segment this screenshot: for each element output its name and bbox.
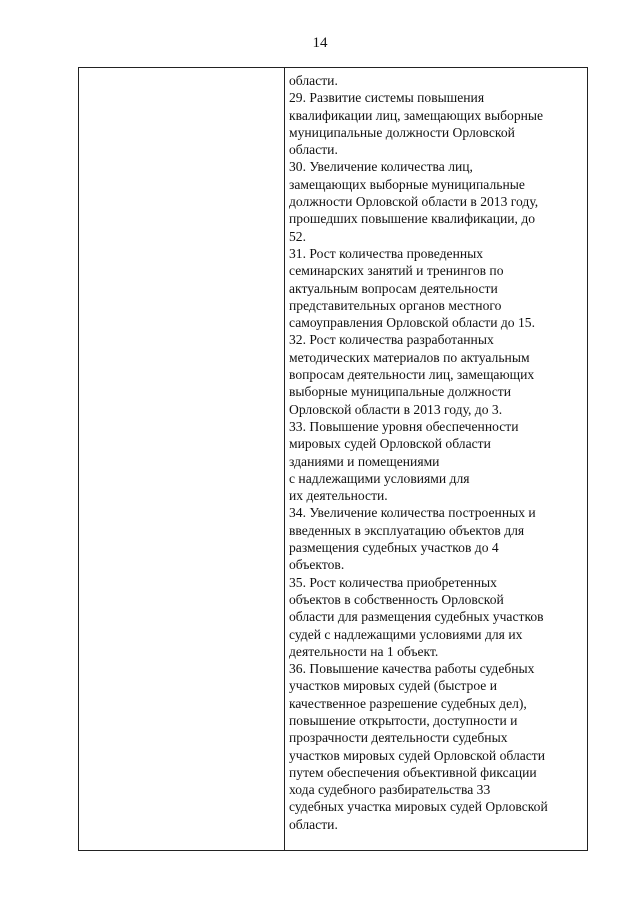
column-divider xyxy=(284,68,285,850)
text-line: прошедших повышение квалификации, до xyxy=(289,211,536,227)
text-line: выборные муниципальные должности xyxy=(289,384,512,400)
text-line: 31. Рост количества проведенных xyxy=(289,245,484,261)
text-line: методических материалов по актуальным xyxy=(289,349,530,365)
text-line: 32. Рост количества разработанных xyxy=(289,332,494,348)
table-left-cell xyxy=(79,68,284,850)
page-number: 14 xyxy=(312,35,328,51)
text-line: судебных участка мировых судей Орловской xyxy=(289,799,548,815)
text-line: области. xyxy=(289,142,338,158)
text-line: области. xyxy=(289,816,338,832)
text-line: области для размещения судебных участков xyxy=(289,609,544,625)
text-line: их деятельности. xyxy=(289,488,388,504)
text-line: области. xyxy=(289,73,338,88)
text-line: деятельности на 1 объект. xyxy=(289,643,439,659)
text-line: муниципальные должности Орловской xyxy=(289,124,515,140)
text-line: квалификации лиц, замещающих выборные xyxy=(289,107,544,123)
text-line: объектов в собственность Орловской xyxy=(289,591,504,607)
text-line: 33. Повышение уровня обеспеченности xyxy=(289,418,519,434)
text-line: мировых судей Орловской области xyxy=(289,436,491,452)
text-line: введенных в эксплуатацию объектов для xyxy=(289,522,525,538)
table-right-cell xyxy=(289,72,585,833)
text-line: 52. xyxy=(289,228,306,244)
text-line: зданиями и помещениями xyxy=(289,453,440,469)
text-line: 35. Рост количества приобретенных xyxy=(289,574,497,590)
text-line: 36. Повышение качества работы судебных xyxy=(289,661,535,677)
text-line: участков мировых судей (быстрое и xyxy=(289,678,497,694)
text-line: путем обеспечения объективной фиксации xyxy=(289,764,537,780)
text-line: самоуправления Орловской области до 15. xyxy=(289,315,535,331)
text-line: судей с надлежащими условиями для их xyxy=(289,626,523,642)
text-line: с надлежащими условиями для xyxy=(289,470,470,486)
text-line: хода судебного разбирательства 33 xyxy=(289,782,491,798)
text-line: замещающих выборные муниципальные xyxy=(289,176,525,192)
text-line: 30. Увеличение количества лиц, xyxy=(289,159,473,175)
text-line: Орловской области в 2013 году, до 3. xyxy=(289,401,503,417)
text-line: повышение открытости, доступности и xyxy=(289,712,518,728)
text-line: объектов. xyxy=(289,557,345,573)
text-line: участков мировых судей Орловской области xyxy=(289,747,546,763)
text-line: 34. Увеличение количества построенных и xyxy=(289,505,536,521)
text-line: размещения судебных участков до 4 xyxy=(289,540,499,556)
text-line: семинарских занятий и тренингов по xyxy=(289,263,504,279)
text-line: представительных органов местного xyxy=(289,297,502,313)
text-line: прозрачности деятельности судебных xyxy=(289,730,508,746)
text-line: вопросам деятельности лиц, замещающих xyxy=(289,367,535,383)
indicators-table xyxy=(78,67,588,851)
text-line: должности Орловской области в 2013 году, xyxy=(289,194,539,210)
text-line: актуальным вопросам деятельности xyxy=(289,280,498,296)
text-line: 29. Развитие системы повышения xyxy=(289,90,485,106)
text-line: качественное разрешение судебных дел), xyxy=(289,695,527,711)
